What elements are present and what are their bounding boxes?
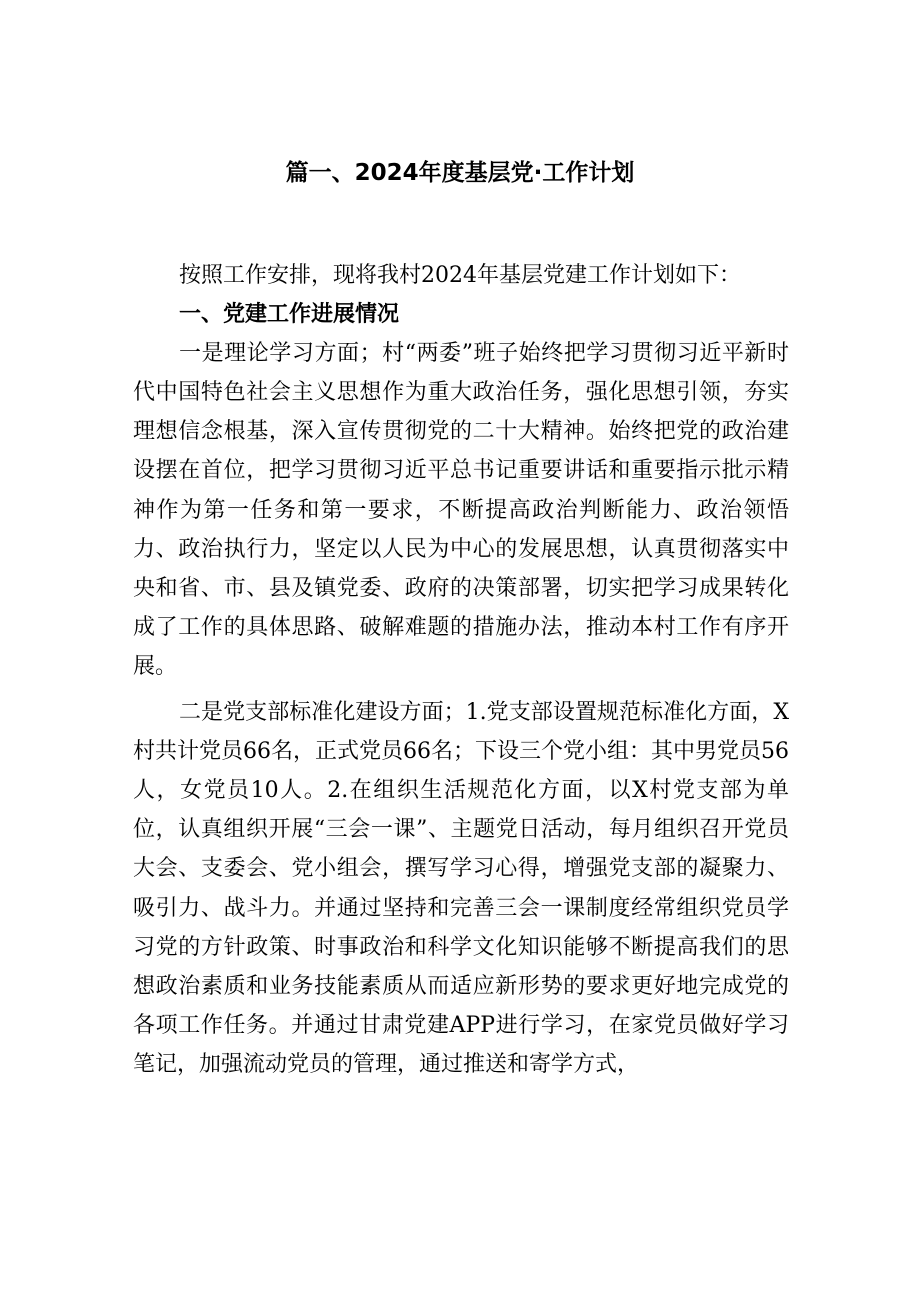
section-heading: 一、党建工作进展情况 bbox=[179, 302, 400, 328]
paragraph-branch-standardization: 二是党支部标准化建设方面；1.党支部设置规范标准化方面，X村共计党员66名，正式党员66名；下设三个党小组：其中男党员56人，女党员10人。2.在组织生活规范化方面，以X村党支部为单位，认真组织开展“三会一课”、主题党日活动，每月组织召开党员大会、支委会、党小组会，撰写学习心得，增强党支部的凝聚力、吸引力、战斗力。并通过坚持和完善三会一课制度经常组织党员学习党的方针政策、时事政治和科学文化知识能够不断提高我们的思想政治素质和业务技能素质从而适应新形势的要求更好地完成党的各项工作任务。并通过甘肃党建APP进行学习，在家党员做好学习笔记，加强流动党员的管理，通过推送和寄学方式， bbox=[133, 700, 789, 1077]
document-title: 篇一、2024年度基层党·工作计划 bbox=[285, 160, 635, 186]
document-body bbox=[133, 256, 789, 1084]
intro-paragraph: 按照工作安排，现将我村2024年基层党建工作计划如下： bbox=[179, 263, 741, 288]
paragraph-theory-study: 一是理论学习方面；村“两委”班子始终把学习贯彻习近平新时代中国特色社会主义思想作为重大政治任务，强化思想引领，夯实理想信念根基，深入宣传贯彻党的二十大精神。始终把党的政治建设摆在首位，把学习贯彻习近平总书记重要讲话和重要指示批示精神作为第一任务和第一要求，不断提高政治判断能力、政治领悟力、政治执行力，坚定以人民为中心的发展思想，认真贯彻落实中央和省、市、县及镇党委、政府的决策部署，切实把学习成果转化成了工作的具体思路、破解难题的措施办法，推动本村工作有序开展。 bbox=[133, 341, 789, 679]
